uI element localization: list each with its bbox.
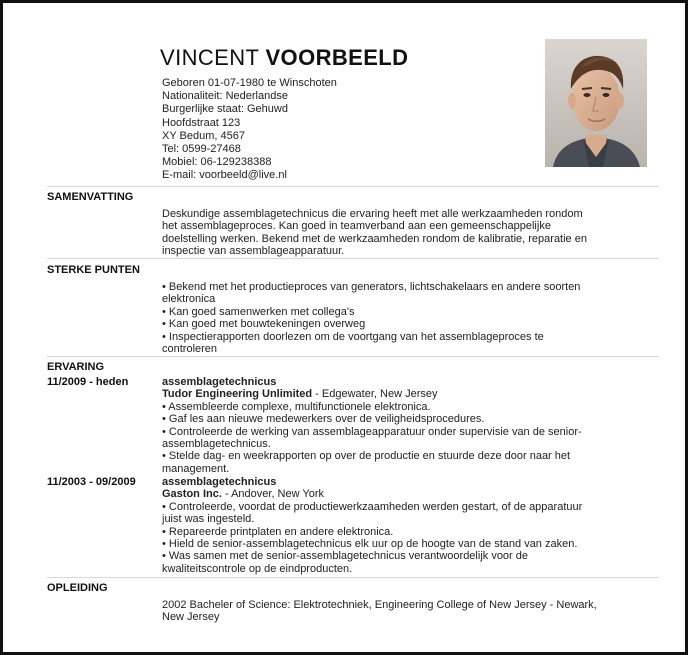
company-location: - Edgewater, New Jersey — [312, 388, 438, 401]
strengths-list — [162, 281, 642, 355]
company-location: - Andover, New York — [221, 488, 325, 501]
section-heading-education: OPLEIDING — [47, 582, 108, 594]
job-duty: • Stelde dag- en weekrapporten op over de productie en stuurde deze door naar het — [162, 450, 571, 463]
job-duty: kwaliteitscontrole op de eindproducten. — [162, 562, 353, 575]
strength-item: • Inspectierapporten doorlezen om de voortgang van het assemblageproces te — [162, 330, 544, 343]
contact-street: Hoofdstraat 123 — [162, 116, 241, 129]
section-heading-experience: ERVARING — [47, 361, 105, 373]
job-duty: • Hield de senior-assemblagetechnicus elk uur op de hoogte van de stand van zaken. — [162, 538, 578, 551]
section-divider-education — [47, 577, 659, 578]
last-name: VOORBEELD — [265, 45, 409, 70]
job-duty: • Repareerde printplaten en andere elektronica. — [162, 525, 394, 538]
strength-item: • Kan goed samenwerken met collega's — [162, 305, 355, 318]
job-duty: • Controleerde, voordat de productiewerkzaamheden werden gestart, of de apparatuur — [162, 500, 583, 513]
section-heading-strengths: STERKE PUNTEN — [47, 264, 140, 276]
job-duty: • Was samen met de senior-assemblagetechnicus verantwoordelijk voor de — [162, 550, 529, 563]
contact-email: E-mail: voorbeeld@live.nl — [162, 169, 287, 182]
job-duty: • Controleerde de werking van assemblageapparatuur onder supervisie van de senior- — [162, 425, 582, 438]
job-dates: 11/2009 - heden — [47, 376, 129, 388]
job-duty: management. — [162, 462, 230, 475]
portrait-image — [545, 39, 647, 167]
section-divider-strengths — [47, 258, 659, 259]
education-line: 2002 Bacheler of Science: Elektrotechniek, Engineering College of New Jersey - Newark, — [162, 599, 597, 611]
strength-item: elektronica — [162, 293, 216, 306]
job-duty: • Gaf les aan nieuwe medewerkers over de veiligheidsprocedures. — [162, 413, 485, 426]
summary-line: doelstelling werken. Bekend met de werkzaamheden rondom de kalibratie, reparatie en — [162, 232, 587, 245]
job-title: assemblagetechnicus — [162, 476, 277, 488]
summary-line: Deskundige assemblagetechnicus die ervaring heeft met alle werkzaamheden rondom — [162, 208, 583, 220]
contact-phone: Tel: 0599-27468 — [162, 143, 241, 156]
contact-birth: Geboren 01-07-1980 te Winschoten — [162, 77, 337, 89]
job-entry — [162, 476, 642, 575]
summary-line: inspectie van assemblageapparatuur. — [162, 245, 345, 258]
contact-mobile: Mobiel: 06-129238388 — [162, 156, 272, 169]
first-name: VINCENT — [160, 45, 259, 70]
strength-item: • Bekend met het productieproces van generators, lichtschakelaars en andere soorten — [162, 281, 581, 293]
section-divider-experience — [47, 356, 659, 357]
company-name: Tudor Engineering Unlimited — [162, 388, 313, 401]
contact-marital-status: Burgerlijke staat: Gehuwd — [162, 103, 288, 116]
strength-item: controleren — [162, 343, 218, 356]
education-line: New Jersey — [162, 611, 220, 624]
summary-text — [162, 208, 642, 258]
job-title: assemblagetechnicus — [162, 376, 277, 388]
job-duty: assemblagetechnicus. — [162, 438, 271, 451]
job-duty: juist was ingesteld. — [162, 513, 255, 526]
summary-line: het assemblageproces. Kan goed in teamverband aan een gemeenschappelijke — [162, 220, 551, 233]
job-company — [162, 388, 642, 400]
candidate-name — [160, 45, 408, 71]
strength-item: • Kan goed met bouwtekeningen overweg — [162, 318, 366, 331]
company-name: Gaston Inc. — [162, 488, 222, 501]
contact-nationality: Nationaliteit: Nederlandse — [162, 90, 288, 103]
job-duty: • Assembleerde complexe, multifunctionele elektronica. — [162, 400, 431, 413]
job-company — [162, 488, 642, 500]
contact-city: XY Bedum, 4567 — [162, 129, 245, 142]
profile-photo — [545, 39, 647, 167]
contact-details — [162, 77, 337, 183]
education-text — [162, 599, 642, 624]
section-heading-summary: SAMENVATTING — [47, 191, 134, 203]
job-entry — [162, 376, 642, 475]
job-dates: 11/2003 - 09/2009 — [47, 476, 136, 488]
section-divider-summary — [47, 186, 659, 187]
